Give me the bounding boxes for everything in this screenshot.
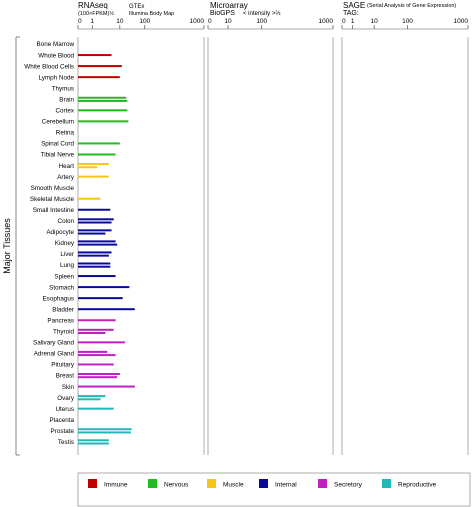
panel-0-tick-label: 1000 xyxy=(189,18,204,25)
tissue-label: Pituitary xyxy=(51,361,74,369)
rnaseq-bar xyxy=(78,275,116,277)
rnaseq-bar xyxy=(78,76,120,78)
rnaseq-bar xyxy=(78,363,114,365)
rnaseq-bar xyxy=(78,176,109,178)
rnaseq-bar xyxy=(78,222,112,224)
rnaseq-bar xyxy=(78,395,105,397)
rnaseq-bar xyxy=(78,163,109,165)
rnaseq-bar xyxy=(78,408,114,410)
rnaseq-bar xyxy=(78,251,112,253)
panel-2-tick-label: 100 xyxy=(402,18,413,25)
tissue-label: Breast xyxy=(55,372,74,380)
panel-0-tick-label: 1 xyxy=(90,18,95,25)
rnaseq-bar xyxy=(78,266,110,268)
rnaseq-bar xyxy=(78,329,114,331)
tissue-label: Adipocyte xyxy=(46,229,74,237)
rnaseq-bar xyxy=(78,120,128,122)
tissue-label: Prostate xyxy=(50,427,74,435)
tissue-label: Pancreas xyxy=(47,317,74,325)
rnaseq-bar xyxy=(78,198,101,200)
tissue-label: Spinal Cord xyxy=(41,140,74,148)
tissue-label: Skeletal Muscle xyxy=(29,195,74,203)
sage-tag-label: TAG: xyxy=(343,10,359,17)
legend-box xyxy=(78,473,470,506)
tissue-label: Small Intestine xyxy=(32,206,74,214)
rnaseq-bar xyxy=(78,439,109,441)
microarray-header: Microarray xyxy=(210,1,248,10)
legend-label-secretory: Secretory xyxy=(334,481,362,489)
legend-swatch-muscle xyxy=(207,479,216,488)
legend-label-nervous: Nervous xyxy=(164,481,189,489)
tissue-label: Esophagus xyxy=(42,295,74,303)
rnaseq-bar xyxy=(78,54,112,56)
panel-0-tick-label: 10 xyxy=(116,18,124,25)
tissue-label: White Blood Cells xyxy=(24,63,74,71)
tissue-label: Spleen xyxy=(54,273,74,281)
panel-2-tick-label: 1 xyxy=(350,18,355,25)
rnaseq-bar xyxy=(78,209,110,211)
rnaseq-bar xyxy=(78,218,114,220)
rnaseq-bar xyxy=(78,308,135,310)
tissue-label: Salivary Gland xyxy=(33,339,74,347)
panel-1-tick-label: 0 xyxy=(208,18,212,25)
rnaseq-bar xyxy=(78,100,127,102)
tissue-label: Thyroid xyxy=(53,328,74,336)
tissue-label: Uterus xyxy=(55,405,74,413)
tissue-label: Lymph Node xyxy=(38,74,74,82)
rnaseq-bar xyxy=(78,373,120,375)
rnaseq-bar xyxy=(78,443,109,445)
tissue-label: Bone Marrow xyxy=(36,41,74,49)
rnaseq-bar xyxy=(78,386,135,388)
rnaseq-bar xyxy=(78,154,116,156)
tissue-label: Artery xyxy=(57,173,74,181)
legend-swatch-internal xyxy=(259,479,268,488)
tissue-label: Smooth Muscle xyxy=(30,184,74,192)
rnaseq-bar xyxy=(78,398,101,400)
panel-1-tick-label: 10 xyxy=(224,18,232,25)
panel-2-tick-label: 0 xyxy=(342,18,346,25)
panel-2-tick-label: 10 xyxy=(370,18,378,25)
rnaseq-bar xyxy=(78,286,129,288)
tissue-label: Testis xyxy=(57,439,74,446)
panel-0-tick-label: 100 xyxy=(139,18,151,25)
legend-label-reproductive: Reproductive xyxy=(398,481,437,489)
tissue-label: Kidney xyxy=(54,240,74,248)
legend-label-internal: Internal xyxy=(275,481,297,489)
panel-1-tick-label: 100 xyxy=(256,18,268,25)
tissue-label: Colon xyxy=(57,218,74,225)
panel-0-tick-label: 0 xyxy=(78,18,82,25)
rnaseq-bar xyxy=(78,341,125,343)
tissue-label: Brain xyxy=(59,96,74,104)
panel-1-tick-label: 1000 xyxy=(318,18,333,25)
legend-swatch-secretory xyxy=(318,479,327,488)
tissue-label: Retina xyxy=(55,129,74,137)
tissue-label: Liver xyxy=(60,251,74,259)
tissue-label: Adrenal Gland xyxy=(33,350,74,358)
rnaseq-bar xyxy=(78,351,107,353)
tissue-label: Lung xyxy=(59,262,74,270)
rnaseq-bar xyxy=(78,65,122,67)
sage-header: SAGE xyxy=(343,1,366,10)
tissue-label: Skin xyxy=(61,383,74,391)
rnaseq-bar xyxy=(78,142,120,144)
biogps-source-label: BioGPS xyxy=(210,10,235,17)
legend-swatch-nervous xyxy=(148,479,157,488)
rnaseq-bar xyxy=(78,428,132,430)
rnaseq-bar xyxy=(78,229,112,231)
rnaseq-bar xyxy=(78,332,105,334)
rnaseq-bar xyxy=(78,255,109,257)
rnaseq-subheader: (100×FPKM)½ xyxy=(78,11,114,17)
legend-swatch-reproductive xyxy=(382,479,391,488)
rnaseq-bar xyxy=(78,431,131,433)
panel-2-tick-label: 1000 xyxy=(453,18,468,25)
tissue-label: Thymus xyxy=(51,85,74,93)
rnaseq-bar xyxy=(78,109,127,111)
legend-swatch-immune xyxy=(88,479,97,488)
rnaseq-bar xyxy=(78,244,117,246)
gtex-source-label: GTEx xyxy=(129,4,145,10)
legend-label-muscle: Muscle xyxy=(223,481,244,489)
tissue-label: Cortex xyxy=(55,107,74,115)
legend-label-immune: Immune xyxy=(104,481,128,489)
y-axis-label: Major Tissues xyxy=(2,218,12,274)
intensity-note: < intensity >⅔ xyxy=(243,11,281,17)
tissue-label: Placenta xyxy=(49,416,74,424)
rnaseq-bar xyxy=(78,240,116,242)
tissue-label: Whole Blood xyxy=(38,52,74,60)
tissue-label: Stomach xyxy=(49,284,74,292)
tissue-label: Tibial Nerve xyxy=(40,151,74,159)
rnaseq-bar xyxy=(78,319,116,321)
tissue-label: Heart xyxy=(58,162,74,170)
illumina-source-label: Illumina Body Map xyxy=(129,11,175,17)
rnaseq-header: RNAseq xyxy=(78,1,108,10)
rnaseq-bar xyxy=(78,97,126,99)
tissue-label: Bladder xyxy=(52,306,74,314)
rnaseq-bar xyxy=(78,297,123,299)
rnaseq-bar xyxy=(78,354,116,356)
rnaseq-bar xyxy=(78,263,110,265)
rnaseq-bar xyxy=(78,376,117,378)
tissue-label: Cerebellum xyxy=(41,118,74,126)
sage-note: (Serial Analysis of Gene Expression) xyxy=(367,3,457,9)
rnaseq-bar xyxy=(78,166,97,168)
tissue-label: Ovary xyxy=(57,394,74,402)
rnaseq-bar xyxy=(78,233,105,235)
